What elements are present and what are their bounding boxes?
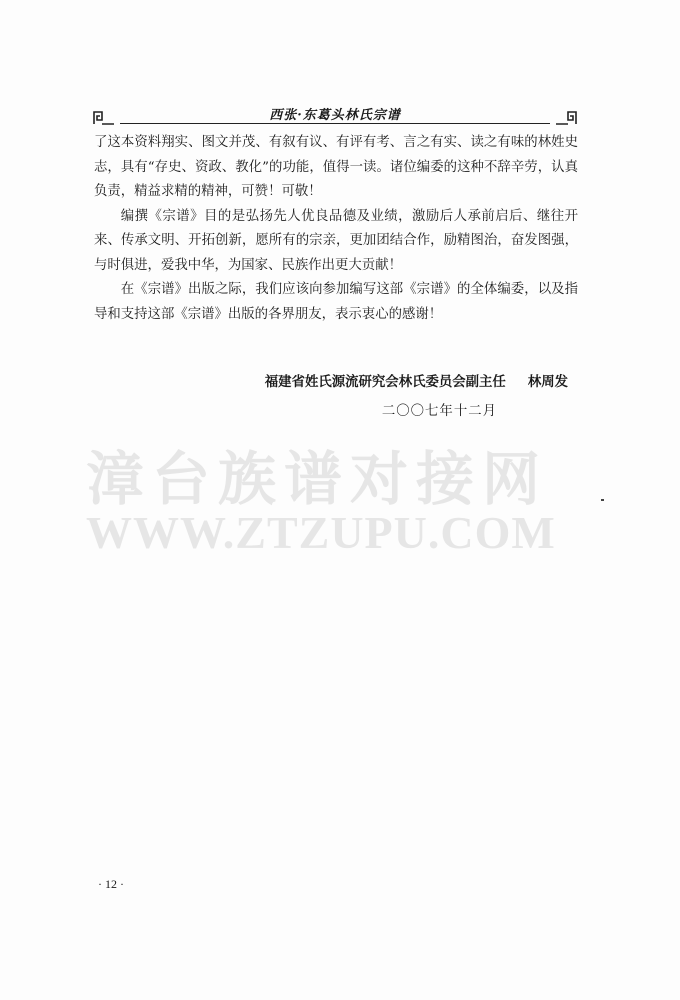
paragraph-continued: 了这本资料翔实、图文并茂、有叙有议、有评有考、言之有实、读之有味的林姓史志，具有“存史、资政、教化”的功能，值得一读。诸位编委的这种不辞辛劳，认真负责，精益求精的精神，可赞！可敬！ [94,135,578,199]
body-text [94,131,578,327]
watermark-chinese: 漳台族谱对接网 [86,445,549,513]
header-title: 西张·东葛头林氏宗谱 [269,108,401,123]
header-rule [120,123,550,124]
signature-date: 二〇〇七年十二月 [381,404,497,419]
signature-name: 林周发 [527,375,568,390]
signature-title: 福建省姓氏源流研究会林氏委员会副主任 [264,375,506,390]
paragraph-purpose: 编撰《宗谱》目的是弘扬先人优良品德及业绩，激励后人承前启后、继往开来、传承文明、开拓创新，愿所有的宗亲，更加团结合作，励精图治，奋发图强，与时俱进，爱我中华，为国家、民族作出更大贡献！ [94,208,578,273]
header-ornament-right-icon [556,108,578,126]
running-header [92,100,578,130]
paragraph-thanks: 在《宗谱》出版之际，我们应该向参加编写这部《宗谱》的全体编委，以及指导和支持这部《宗谱》出版的各界朋友，表示衷心的感谢！ [94,282,578,322]
page-number: · 12 · [98,877,124,891]
scan-speck [601,499,604,501]
watermark-url: WWW.ZTZUPU.COM [86,507,556,558]
signature-line [94,371,568,395]
